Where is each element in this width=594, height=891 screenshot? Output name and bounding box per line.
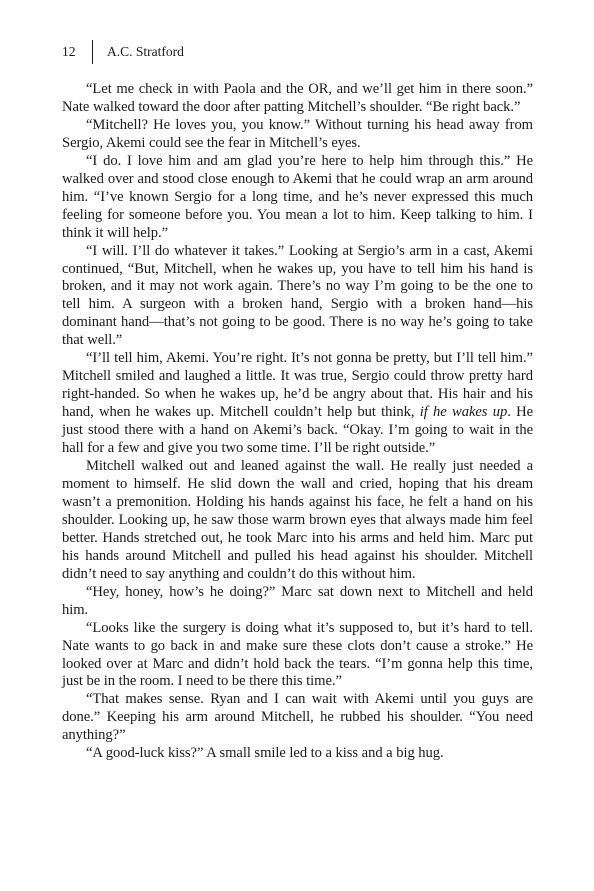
paragraph-text: . He just stood there with a hand on Akemi’s back. “Okay. I’m going to wait in the hall for a few and give you two some time. I’ll be right outside.” [62,404,533,457]
paragraph: “Hey, honey, how’s he doing?” Marc sat down next to Mitchell and held him. [62,583,533,618]
paragraph: “A good-luck kiss?” A small smile led to a kiss and a big hug. [86,745,444,762]
header-divider [92,40,93,64]
paragraph: “Looks like the surgery is doing what it’s supposed to, but it’s hard to tell. Nate wants to go back in and make sure these clots don’t cause a stroke.” He looked over at Marc and didn’t hold back the tears. “I’m gonna help this time, just be in the room. I need to be there this time.” [62,619,533,690]
paragraph: “I do. I love him and am glad you’re here to help him through this.” He walked over and stood close enough to Akemi that he could wrap an arm around him. “I’ve known Sergio for a long time, and he’s never expressed this much feeling for someone before you. You mean a lot to him. Keep talking to him. I think it will help.” [62,152,533,241]
running-header [62,40,184,64]
paragraph-text: “I’ll tell him, Akemi. You’re right. It’s not gonna be pretty, but I’ll tell him.” Mitchell smiled and laughed a little. It was true, Sergio could throw pretty hard right-handed. So when he wakes up, he’d be angry about that. His hair and his hand, when he wakes up. Mitchell couldn’t help but think, [62,350,533,421]
body-text [62,81,533,763]
paragraph: “Let me check in with Paola and the OR, and we’ll get him in there soon.” Nate walked toward the door after patting Mitchell’s shoulder. “Be right back.” [62,81,533,115]
italic-phrase: if he wakes up [419,404,508,421]
paragraph: “That makes sense. Ryan and I can wait with Akemi until you guys are done.” Keeping his arm around Mitchell, he rubbed his shoulder. “You need anything?” [62,691,533,744]
page-number: 12 [62,44,76,59]
author-name: A.C. Stratford [107,44,184,59]
paragraph [62,350,533,458]
paragraph: “I will. I’ll do whatever it takes.” Looking at Sergio’s arm in a cast, Akemi continued, “But, Mitchell, when he wakes up, you have to tell him his hand is broken, and it may not work again. There’s no way I’m going to be the one to tell him. A surgeon with a broken hand, Sergio with a broken hand—his dominant hand—that’s not going to be good. There is no way he’s going to take that well.” [62,242,533,349]
paragraph: Mitchell walked out and leaned against the wall. He really just needed a moment to himself. He slid down the wall and cried, hoping that his dream wasn’t a premonition. Holding his hands against his face, he felt a hand on his shoulder. Looking up, he saw those warm brown eyes that always made him feel better. Hands stretched out, he took Marc into his arms and held him. Marc put his hands around Mitchell and pulled his head against his shoulder. Mitchell didn’t need to say anything and couldn’t do this without him. [62,458,533,582]
paragraph: “Mitchell? He loves you, you know.” Without turning his head away from Sergio, Akemi could see the fear in Mitchell’s eyes. [62,116,533,151]
